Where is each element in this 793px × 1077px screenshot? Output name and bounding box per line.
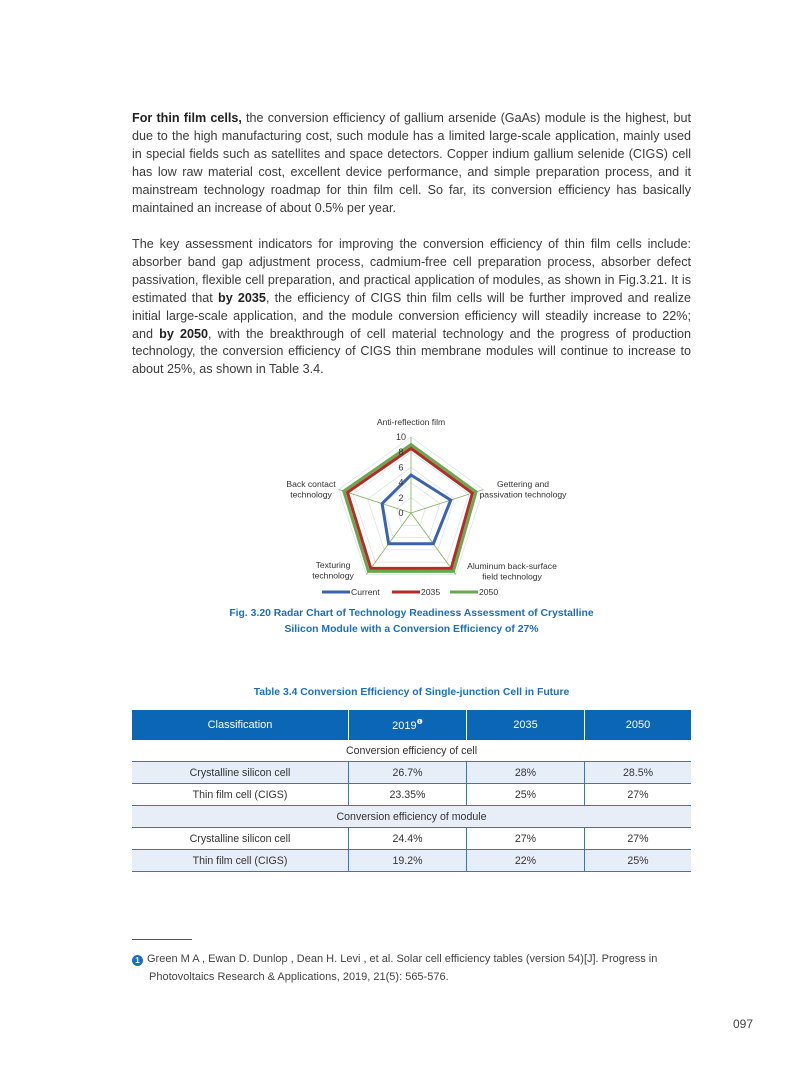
radial-tick-label: 10 bbox=[395, 432, 407, 442]
row-label: Thin film cell (CIGS) bbox=[132, 784, 349, 806]
cell-2035: 22% bbox=[467, 850, 585, 872]
paragraph-thin-film-cells bbox=[132, 110, 691, 217]
table-row bbox=[132, 784, 691, 806]
legend-label: 2050 bbox=[479, 587, 499, 597]
category-label: technology bbox=[290, 489, 332, 500]
cell-2019: 23.35% bbox=[349, 784, 467, 806]
section-row-cell bbox=[132, 740, 691, 762]
cell-2035: 28% bbox=[467, 762, 585, 784]
emphasis-2035: by 2035 bbox=[218, 290, 266, 305]
figure-caption-line-1: Fig. 3.20 Radar Chart of Technology Readiness Assessment of Crystalline bbox=[229, 608, 594, 619]
row-label: Thin film cell (CIGS) bbox=[132, 850, 349, 872]
table-row bbox=[132, 850, 691, 872]
series-2035 bbox=[347, 448, 472, 568]
table-row bbox=[132, 762, 691, 784]
paragraph-text: The key assessment indicators for improving the conversion efficiency of thin film cells include: absorber band gap adjustment process, cadmium-free cell preparation process, absorber defect passivation, flexible cell preparation, and practical application of modules, as shown in Fig.3.21. It is estimated that bbox=[132, 237, 691, 305]
header-2050: 2050 bbox=[585, 710, 692, 740]
category-label: Gettering and bbox=[496, 479, 550, 489]
header-2019-label: 2019 bbox=[392, 720, 417, 732]
header-2035: 2035 bbox=[467, 710, 585, 740]
series-current bbox=[382, 475, 451, 544]
page-number: 097 bbox=[733, 1017, 754, 1031]
paragraph-lead: For thin film cells, bbox=[132, 111, 242, 125]
cell-2050: 25% bbox=[585, 850, 692, 872]
legend-label: Current bbox=[351, 587, 380, 597]
category-label: passivation technology bbox=[479, 489, 567, 500]
paragraph-text: , the efficiency of CIGS thin film cells will be further improved and realize initial large-scale application, and the module conversion efficiency will steadily increase to 22%; and bbox=[132, 290, 691, 341]
cell-2050: 27% bbox=[585, 784, 692, 806]
radial-tick-label: 0 bbox=[398, 508, 404, 518]
radar-chart bbox=[270, 410, 600, 605]
footnote-divider bbox=[132, 939, 192, 940]
section-row-module bbox=[132, 806, 691, 828]
cell-2019: 26.7% bbox=[349, 762, 467, 784]
legend-label: 2035 bbox=[421, 587, 441, 597]
figure-caption bbox=[150, 606, 673, 637]
footnote bbox=[132, 950, 693, 986]
cell-2050: 28.5% bbox=[585, 762, 692, 784]
section-title: Conversion efficiency of module bbox=[132, 806, 691, 828]
radar-chart-svg bbox=[270, 410, 600, 605]
efficiency-table bbox=[132, 710, 691, 872]
category-label: field technology bbox=[482, 571, 542, 582]
cell-2050: 27% bbox=[585, 828, 692, 850]
radial-tick-label: 2 bbox=[398, 492, 404, 503]
radial-tick-label: 6 bbox=[398, 462, 404, 473]
table-row bbox=[132, 828, 691, 850]
footnote-text-continued: Photovoltaics Research & Applications, 2019, 21(5): 565-576. bbox=[149, 971, 449, 983]
footnote-text: Green M A , Ewan D. Dunlop , Dean H. Levi , et al. Solar cell efficiency tables (version 54)[J]. Progress in bbox=[147, 953, 658, 965]
paragraph-text: the conversion efficiency of gallium arsenide (GaAs) module is the highest, but due to the high manufacturing cost, such module has a limited large-scale application, mainly used in special fields such as satellites and space detectors. Copper indium gallium selenide (CIGS) cell has low raw material cost, excellent device performance, and simple preparation process, and it mainstream technology roadmap for thin film cell. So far, its conversion efficiency has basically maintained an increase of about 0.5% per year. bbox=[132, 111, 692, 215]
cell-2035: 27% bbox=[467, 828, 585, 850]
footnote-ref-icon[interactable]: ❶ bbox=[416, 719, 423, 726]
cell-2019: 24.4% bbox=[349, 828, 467, 850]
cell-2019: 19.2% bbox=[349, 850, 467, 872]
paragraph-text: , with the breakthrough of cell material technology and the progress of production technology, the conversion efficiency of CIGS thin membrane modules will continue to increase to about 25%, as shown in Table 3.4. bbox=[132, 326, 692, 377]
table-caption: Table 3.4 Conversion Efficiency of Single-junction Cell in Future bbox=[253, 687, 570, 698]
paragraph-assessment-indicators bbox=[132, 236, 691, 379]
table-header-row bbox=[132, 710, 691, 740]
header-classification: Classification bbox=[132, 710, 349, 740]
category-label: Texturing bbox=[315, 560, 351, 570]
category-label: Back contact bbox=[286, 479, 336, 489]
category-label: Aluminum back-surface bbox=[467, 561, 557, 571]
header-2019 bbox=[349, 710, 467, 740]
footnote-number-icon: 1 bbox=[132, 955, 143, 966]
cell-2035: 25% bbox=[467, 784, 585, 806]
figure-caption-line-2: Silicon Module with a Conversion Efficiency of 27% bbox=[284, 623, 539, 635]
emphasis-2050: by 2050 bbox=[159, 326, 208, 341]
section-title: Conversion efficiency of cell bbox=[345, 744, 478, 757]
footnote-line-1 bbox=[132, 950, 693, 968]
radial-tick-label: 4 bbox=[398, 477, 404, 488]
category-label: technology bbox=[312, 570, 354, 581]
row-label: Crystalline silicon cell bbox=[132, 762, 349, 784]
category-label: Anti-reflection film bbox=[376, 417, 446, 427]
row-label: Crystalline silicon cell bbox=[132, 828, 349, 850]
radial-tick-label: 8 bbox=[398, 447, 404, 458]
